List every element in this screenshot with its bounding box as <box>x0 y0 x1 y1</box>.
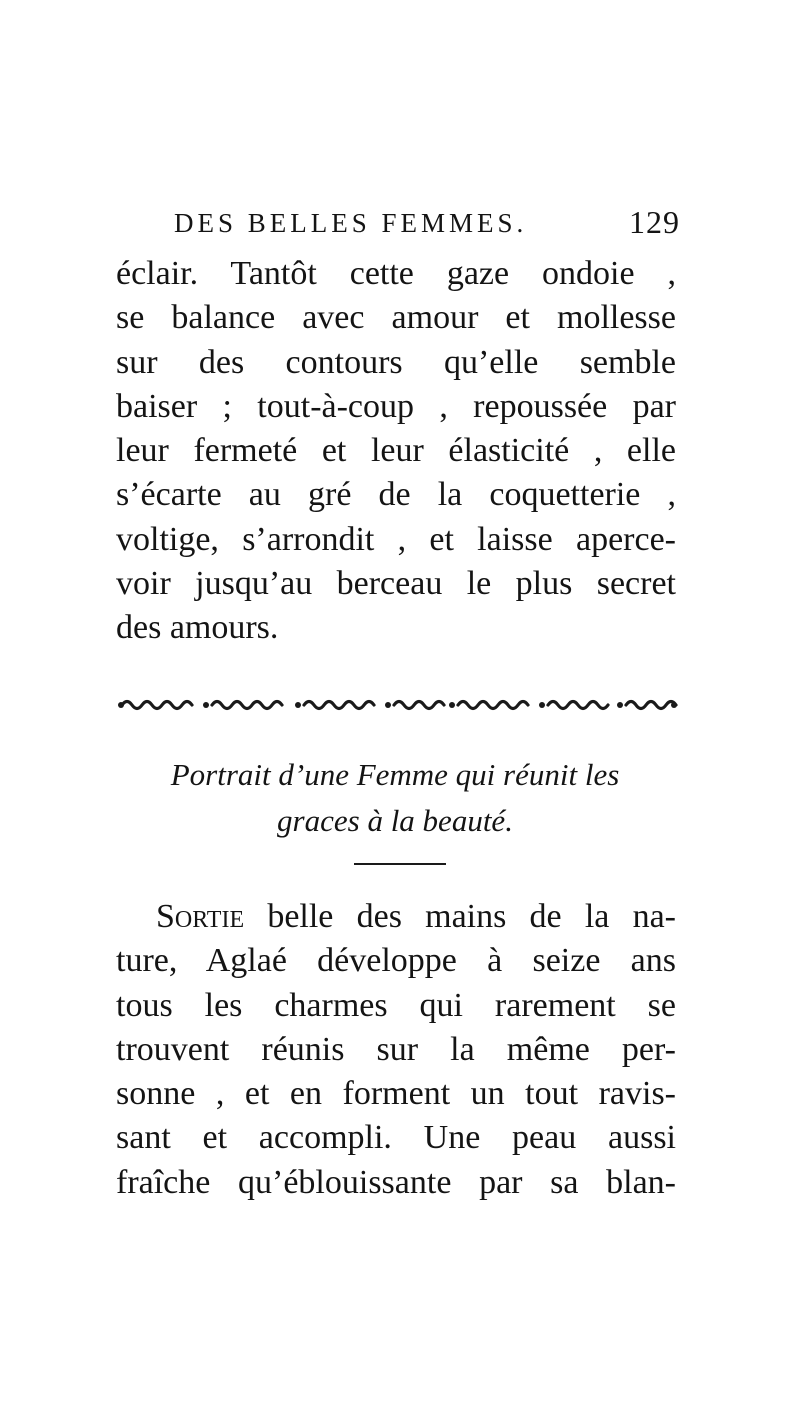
section-heading <box>110 752 680 844</box>
text-line: leur fermeté et leur élasticité , elle <box>116 432 676 470</box>
text-line: voir jusqu’au berceau le plus secret <box>116 565 676 603</box>
opening-word: Sortie <box>156 898 245 935</box>
ornamental-divider <box>118 694 678 716</box>
text-line: baiser ; tout-à-coup , repoussée par <box>116 387 676 425</box>
text-line: ture, Aglaé développe à seize ans <box>116 942 676 980</box>
running-title: DES BELLES FEMMES. <box>174 208 528 238</box>
text-line: sur des contours qu’elle semble <box>116 343 676 381</box>
text-line: fraîche qu’éblouissante par sa blan- <box>116 1163 676 1201</box>
text-line: voltige, s’arrondit , et laisse aperce- <box>116 520 676 558</box>
first-line-rest: belle des mains de la na- <box>244 898 676 935</box>
text-line: trouvent réunis sur la même per- <box>116 1030 676 1068</box>
page-number: 129 <box>629 204 680 240</box>
paragraph-portrait <box>116 895 676 1205</box>
text-line: s’écarte au gré de la coquetterie , <box>116 476 676 514</box>
running-head <box>150 202 680 252</box>
text-line: sonne , et en forment un tout ravis- <box>116 1075 676 1113</box>
text-line: tous les charmes qui rarement se <box>116 986 676 1024</box>
section-heading-line: graces à la beauté. <box>277 803 513 838</box>
heading-rule <box>354 863 446 865</box>
text-line: sant et accompli. Une peau aussi <box>116 1119 676 1157</box>
section-heading-line: Portrait d’une Femme qui réunit les <box>170 757 620 792</box>
text-line: éclair. Tantôt cette gaze ondoie , <box>116 255 676 292</box>
paragraph-continued <box>116 252 676 651</box>
text-line-first <box>116 895 676 939</box>
text-line: se balance avec amour et mollesse <box>116 299 676 337</box>
text-line: des amours. <box>116 609 279 647</box>
